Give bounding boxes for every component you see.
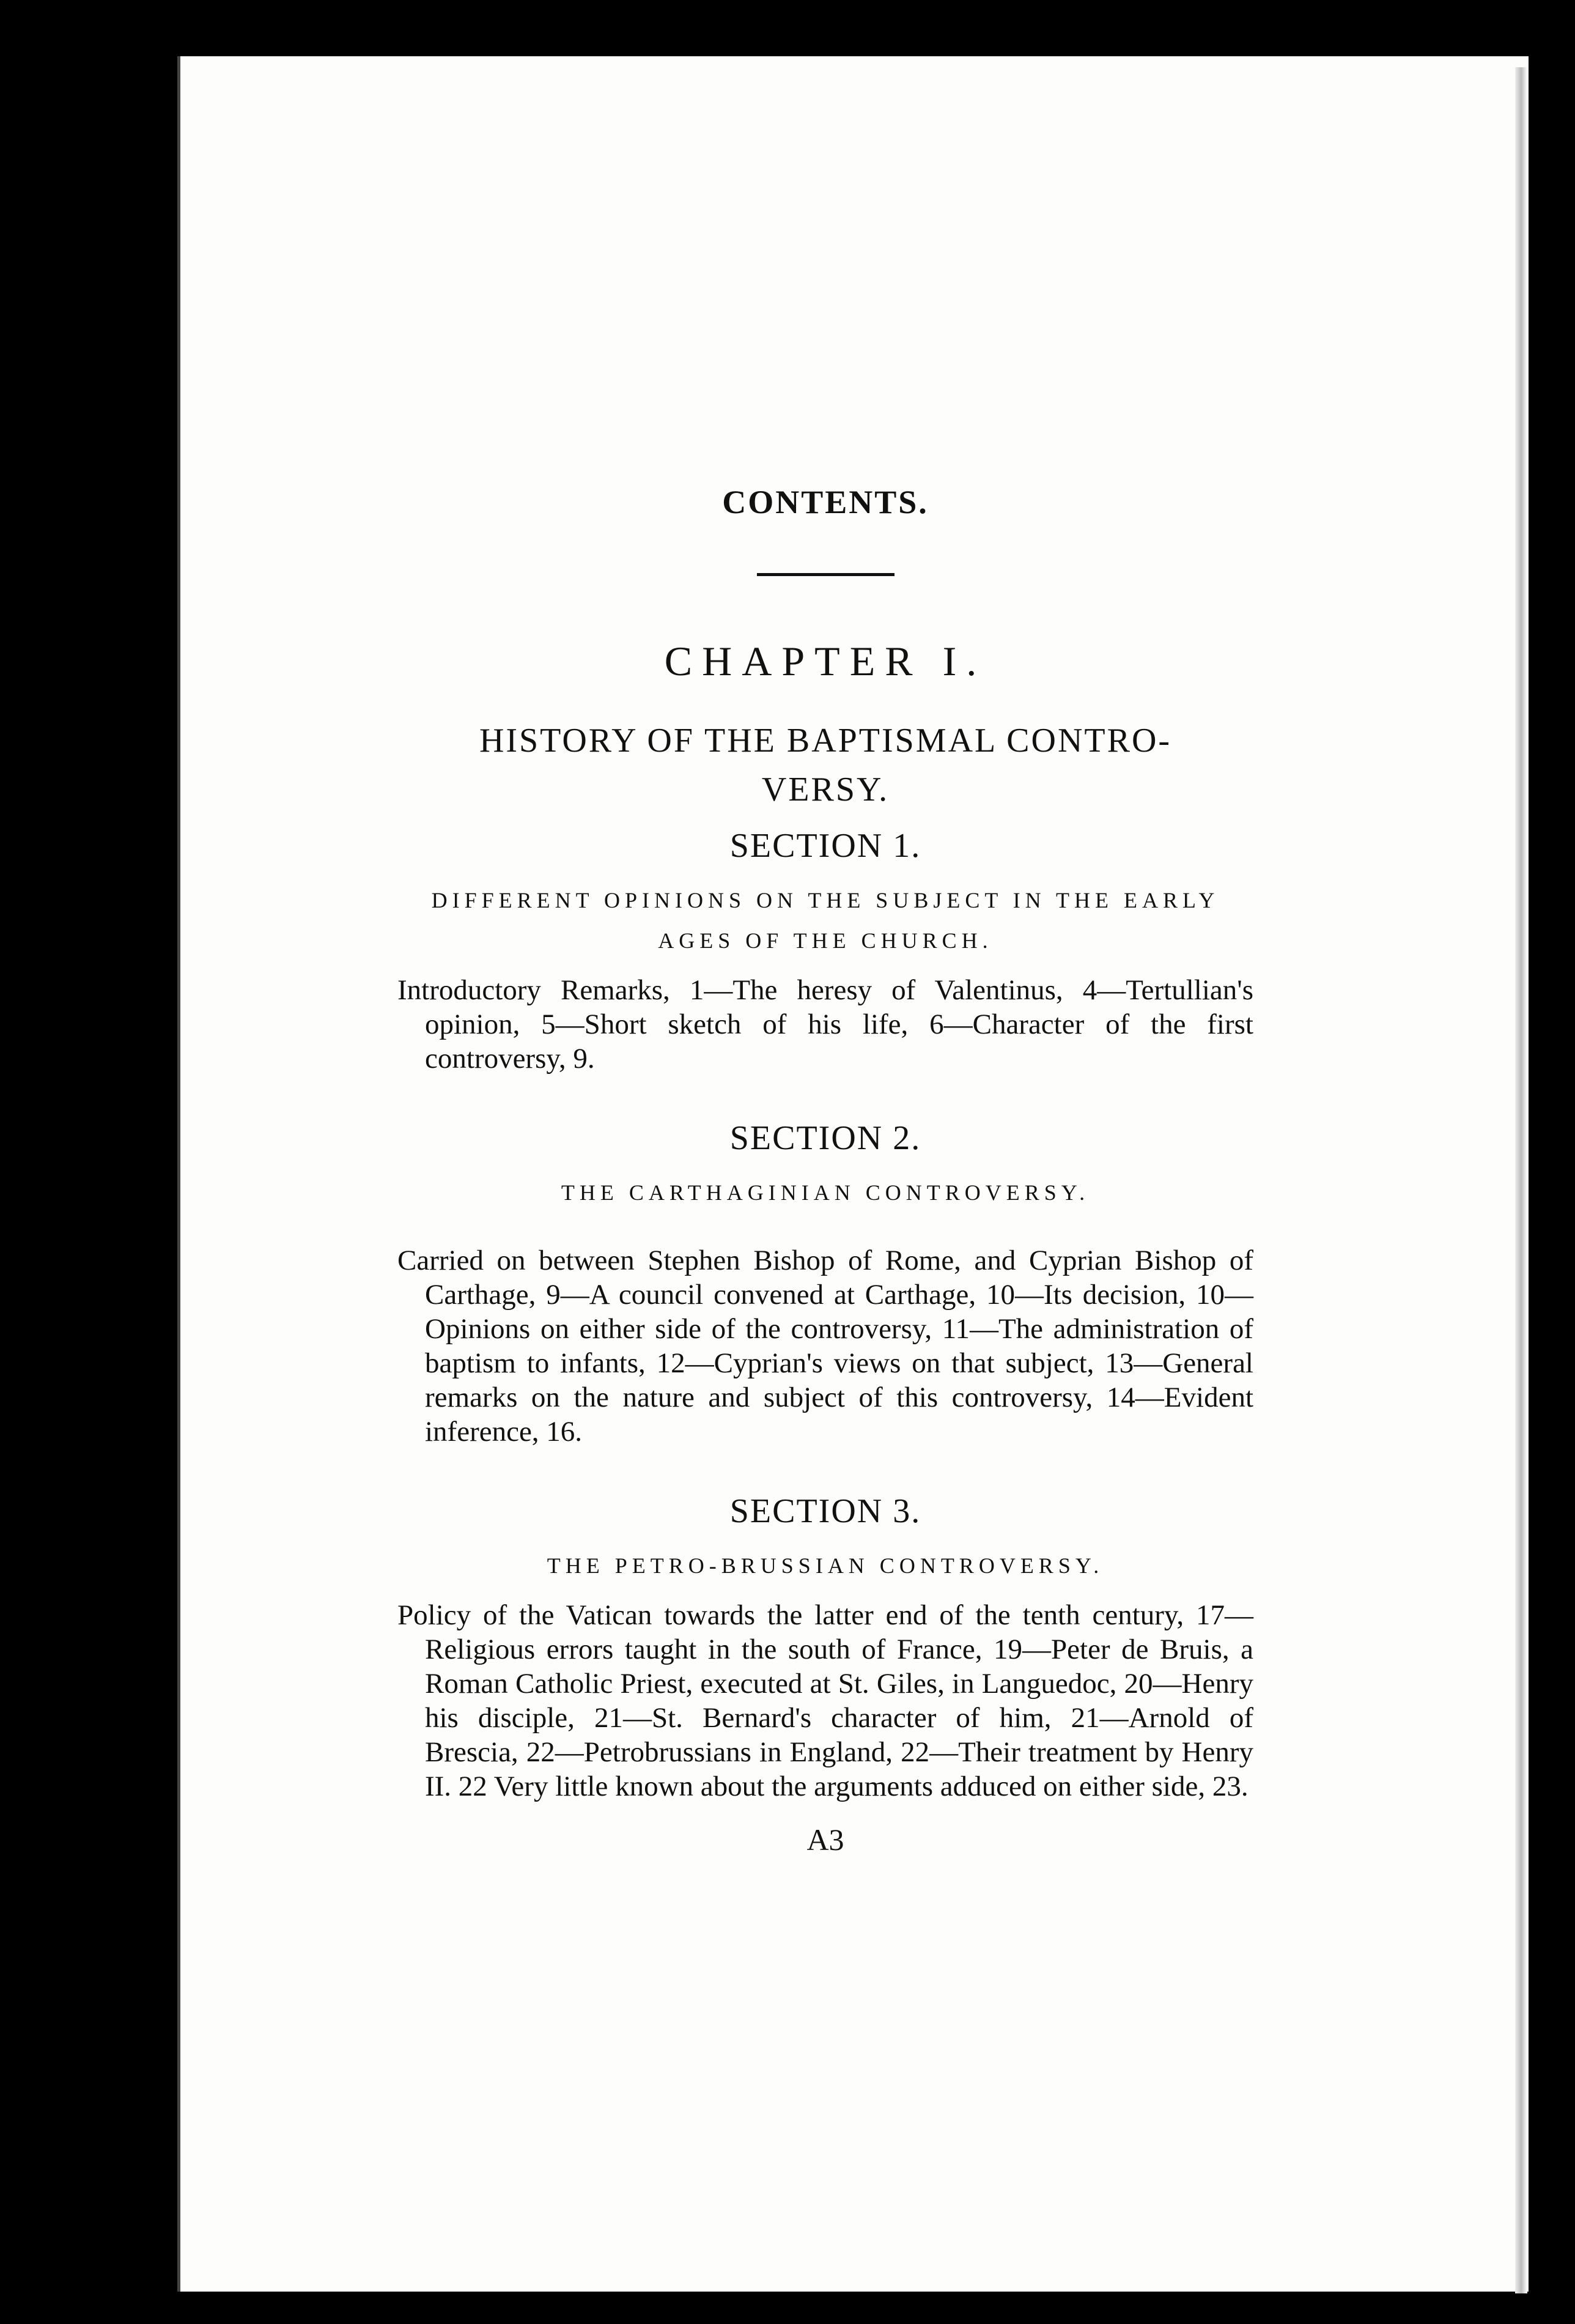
contents-text — [397, 483, 1253, 1857]
chapter-subtitle-line1: HISTORY OF THE BAPTISMAL CONTRO- — [479, 722, 1172, 760]
section-1-title-line2: AGES OF THE CHURCH. — [658, 928, 993, 953]
section-1-title — [397, 880, 1253, 961]
section-2-head: SECTION 2. — [729, 1119, 921, 1157]
section-2-title: THE CARTHAGINIAN CONTROVERSY. — [561, 1180, 1090, 1205]
title-rule — [757, 573, 894, 576]
page-heading: CONTENTS. — [722, 484, 929, 520]
section-3-title: THE PETRO-BRUSSIAN CONTROVERSY. — [547, 1553, 1104, 1578]
section-1-body: Introductory Remarks, 1—The heresy of Valentinus, 4—Tertullian's opinion, 5—Short sketch of his life, 6—Character of the first controversy, 9. — [397, 974, 1253, 1075]
chapter-title: CHAPTER I. — [664, 638, 987, 684]
signature-mark: A3 — [806, 1823, 844, 1857]
section-3-head: SECTION 3. — [729, 1492, 921, 1530]
section-2-body: Carried on between Stephen Bishop of Rome, and Cyprian Bishop of Carthage, 9—A council convened at Carthage, 10—Its decision, 10—Opinions on either side of the controversy, 11—The administration of baptism to infants, 12—Cyprian's views on that subject, 13—General remarks on the nature and subject of this controversy, 14—Evident inference, 16. — [397, 1245, 1253, 1448]
section-3-body: Policy of the Vatican towards the latter end of the tenth century, 17—Religious errors taught in the south of France, 19—Peter de Bruis, a Roman Catholic Priest, executed at St. Giles, in Languedoc, 20—Henry his disciple, 21—St. Bernard's character of him, 21—Arnold of Brescia, 22—Petrobrussians in England, 22—Their treatment by Henry II. 22 Very little known about the arguments adduced on either side, 23. — [397, 1599, 1253, 1802]
page-edge — [1515, 67, 1527, 2293]
section-1-title-line1: DIFFERENT OPINIONS ON THE SUBJECT IN THE EARLY — [431, 888, 1220, 912]
section-1-head: SECTION 1. — [729, 827, 921, 865]
chapter-subtitle-line2: VERSY. — [761, 771, 890, 809]
chapter-subtitle — [397, 716, 1253, 814]
